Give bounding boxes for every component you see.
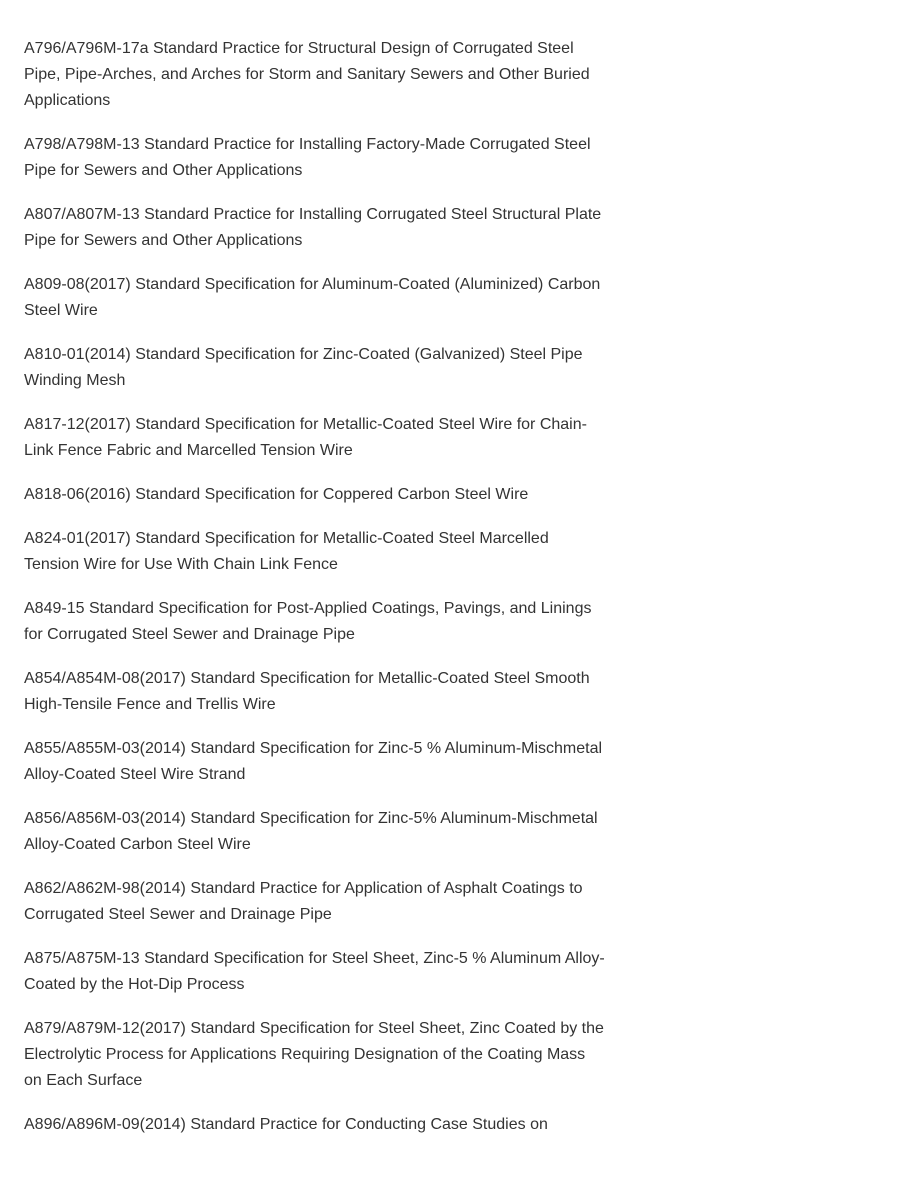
entry-text-line: A824-01(2017) Standard Specification for Metallic-Coated Steel Marcelled <box>24 530 549 547</box>
standard-entry <box>24 342 649 394</box>
entry-text-line: Alloy-Coated Steel Wire Strand <box>24 766 246 783</box>
standard-entry <box>24 946 649 998</box>
standard-entry <box>24 1016 649 1094</box>
entry-text-line: Tension Wire for Use With Chain Link Fence <box>24 556 338 573</box>
entry-text-line: for Corrugated Steel Sewer and Drainage Pipe <box>24 626 355 643</box>
entry-text-line: A798/A798M-13 Standard Practice for Installing Factory-Made Corrugated Steel <box>24 136 591 153</box>
standard-entry <box>24 132 649 184</box>
standard-entry <box>24 202 649 254</box>
standard-entry <box>24 806 649 858</box>
entry-text-line: A810-01(2014) Standard Specification for Zinc-Coated (Galvanized) Steel Pipe <box>24 346 583 363</box>
entry-text-line: A855/A855M-03(2014) Standard Specification for Zinc-5 % Aluminum-Mischmetal <box>24 740 603 757</box>
entry-text-line: A817-12(2017) Standard Specification for Metallic-Coated Steel Wire for Chain- <box>24 416 587 433</box>
entry-text-line: A818-06(2016) Standard Specification for Coppered Carbon Steel Wire <box>24 486 529 503</box>
standard-entry <box>24 482 649 508</box>
standard-entry <box>24 412 649 464</box>
entry-text-line: Electrolytic Process for Applications Requiring Designation of the Coating Mass <box>24 1046 586 1063</box>
entry-text-line: Steel Wire <box>24 302 98 319</box>
entry-text-line: A896/A896M-09(2014) Standard Practice for Conducting Case Studies on <box>24 1116 548 1133</box>
entry-text-line: A862/A862M-98(2014) Standard Practice for Application of Asphalt Coatings to <box>24 880 583 897</box>
entry-text-line: Winding Mesh <box>24 372 126 389</box>
entry-text-line: Alloy-Coated Carbon Steel Wire <box>24 836 251 853</box>
entry-text-line: Coated by the Hot-Dip Process <box>24 976 245 993</box>
entry-text-line: A809-08(2017) Standard Specification for Aluminum-Coated (Aluminized) Carbon <box>24 276 601 293</box>
entry-text-line: High-Tensile Fence and Trellis Wire <box>24 696 276 713</box>
entry-text-line: A875/A875M-13 Standard Specification for Steel Sheet, Zinc-5 % Aluminum Alloy- <box>24 950 605 967</box>
standard-entry <box>24 596 649 648</box>
entry-text-line: Pipe for Sewers and Other Applications <box>24 232 303 249</box>
standards-list <box>24 36 649 1138</box>
entry-text-line: Pipe, Pipe-Arches, and Arches for Storm and Sanitary Sewers and Other Buried <box>24 66 590 83</box>
entry-text-line: Link Fence Fabric and Marcelled Tension Wire <box>24 442 353 459</box>
entry-text-line: A856/A856M-03(2014) Standard Specification for Zinc-5% Aluminum-Mischmetal <box>24 810 598 827</box>
standard-entry <box>24 36 649 114</box>
standard-entry <box>24 736 649 788</box>
entry-text-line: A879/A879M-12(2017) Standard Specification for Steel Sheet, Zinc Coated by the <box>24 1020 604 1037</box>
entry-text-line: A854/A854M-08(2017) Standard Specification for Metallic-Coated Steel Smooth <box>24 670 590 687</box>
entry-text-line: Applications <box>24 92 111 109</box>
standard-entry <box>24 666 649 718</box>
standard-entry <box>24 876 649 928</box>
standard-entry <box>24 526 649 578</box>
entry-text-line: Corrugated Steel Sewer and Drainage Pipe <box>24 906 332 923</box>
entry-text-line: on Each Surface <box>24 1072 143 1089</box>
entry-text-line: A849-15 Standard Specification for Post-Applied Coatings, Pavings, and Linings <box>24 600 592 617</box>
standard-entry <box>24 272 649 324</box>
standard-entry <box>24 1112 649 1138</box>
entry-text-line: A796/A796M-17a Standard Practice for Structural Design of Corrugated Steel <box>24 40 574 57</box>
entry-text-line: Pipe for Sewers and Other Applications <box>24 162 303 179</box>
entry-text-line: A807/A807M-13 Standard Practice for Installing Corrugated Steel Structural Plate <box>24 206 602 223</box>
